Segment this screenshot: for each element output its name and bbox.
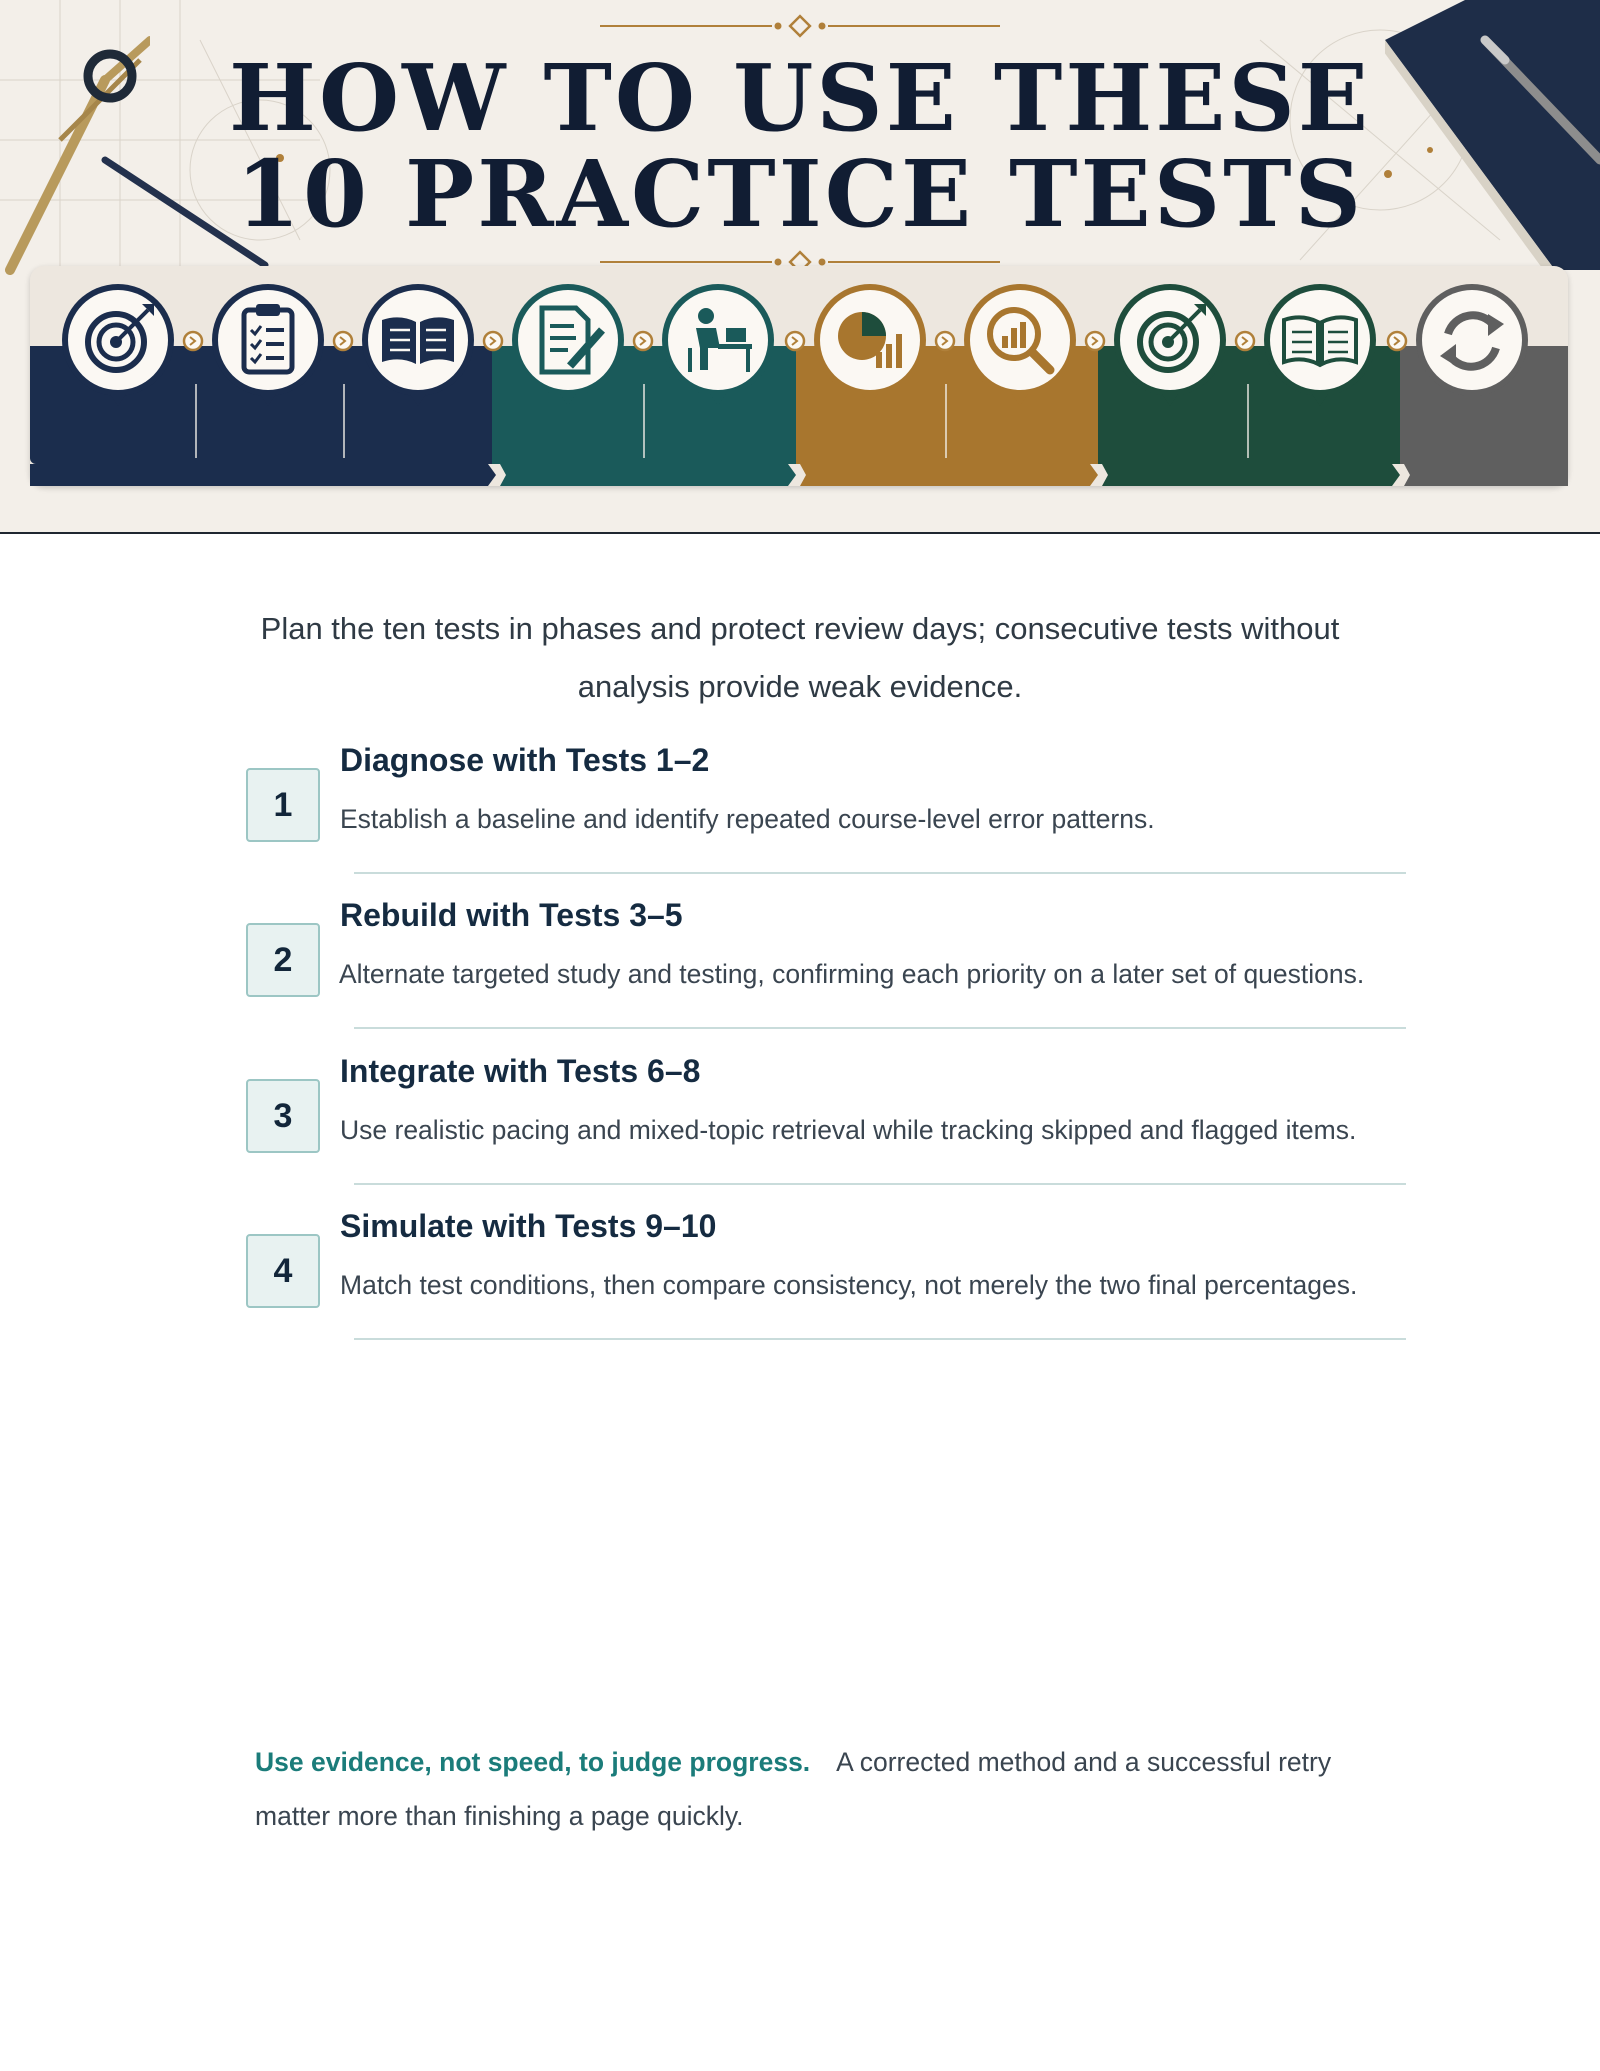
progress-note (255, 1735, 1400, 1843)
step-description: Use realistic pacing and mixed-topic retrieval while tracking skipped and flagged items. (340, 1115, 1357, 1145)
progress-note-lead: Use evidence, not speed, to judge progress. (255, 1747, 811, 1777)
intro-paragraph: Plan the ten tests in phases and protect review days; consecutive tests without analysis provide weak evidence. (260, 611, 1340, 704)
step-2 (246, 897, 1406, 1047)
step-4 (246, 1208, 1406, 1358)
phase-progress-rail (30, 464, 1568, 486)
step-3 (246, 1053, 1406, 1203)
step-divider (354, 1183, 1406, 1185)
step-title: Simulate with Tests 9–10 (340, 1208, 717, 1244)
progress-note-text: A corrected method and a successful retry matter more than finishing a page quickly. (255, 1747, 1332, 1831)
step-divider (354, 872, 1406, 874)
step-title: Rebuild with Tests 3–5 (340, 897, 683, 933)
node-connectors (30, 326, 1568, 356)
step-number-badge: 3 (246, 1079, 320, 1153)
page-title-line-1: HOW TO USE THESE (229, 44, 1371, 152)
step-number-badge: 1 (246, 768, 320, 842)
title-ornament-top (600, 14, 1000, 38)
step-1 (246, 742, 1406, 892)
header-banner (0, 0, 1600, 534)
step-description: Establish a baseline and identify repeated course-level error patterns. (340, 804, 1155, 834)
page-title-line-2: 10 PRACTICE TESTS (235, 140, 1365, 248)
phase-icon-strip (30, 266, 1568, 492)
step-description: Alternate targeted study and testing, confirming each priority on a later set of questions. (339, 959, 1365, 989)
step-title: Diagnose with Tests 1–2 (340, 742, 710, 778)
step-divider (354, 1338, 1406, 1340)
step-title: Integrate with Tests 6–8 (340, 1053, 701, 1089)
step-description: Match test conditions, then compare consistency, not merely the two final percentages. (340, 1270, 1358, 1300)
step-divider (354, 1027, 1406, 1029)
step-number-badge: 4 (246, 1234, 320, 1308)
step-number-badge: 2 (246, 923, 320, 997)
